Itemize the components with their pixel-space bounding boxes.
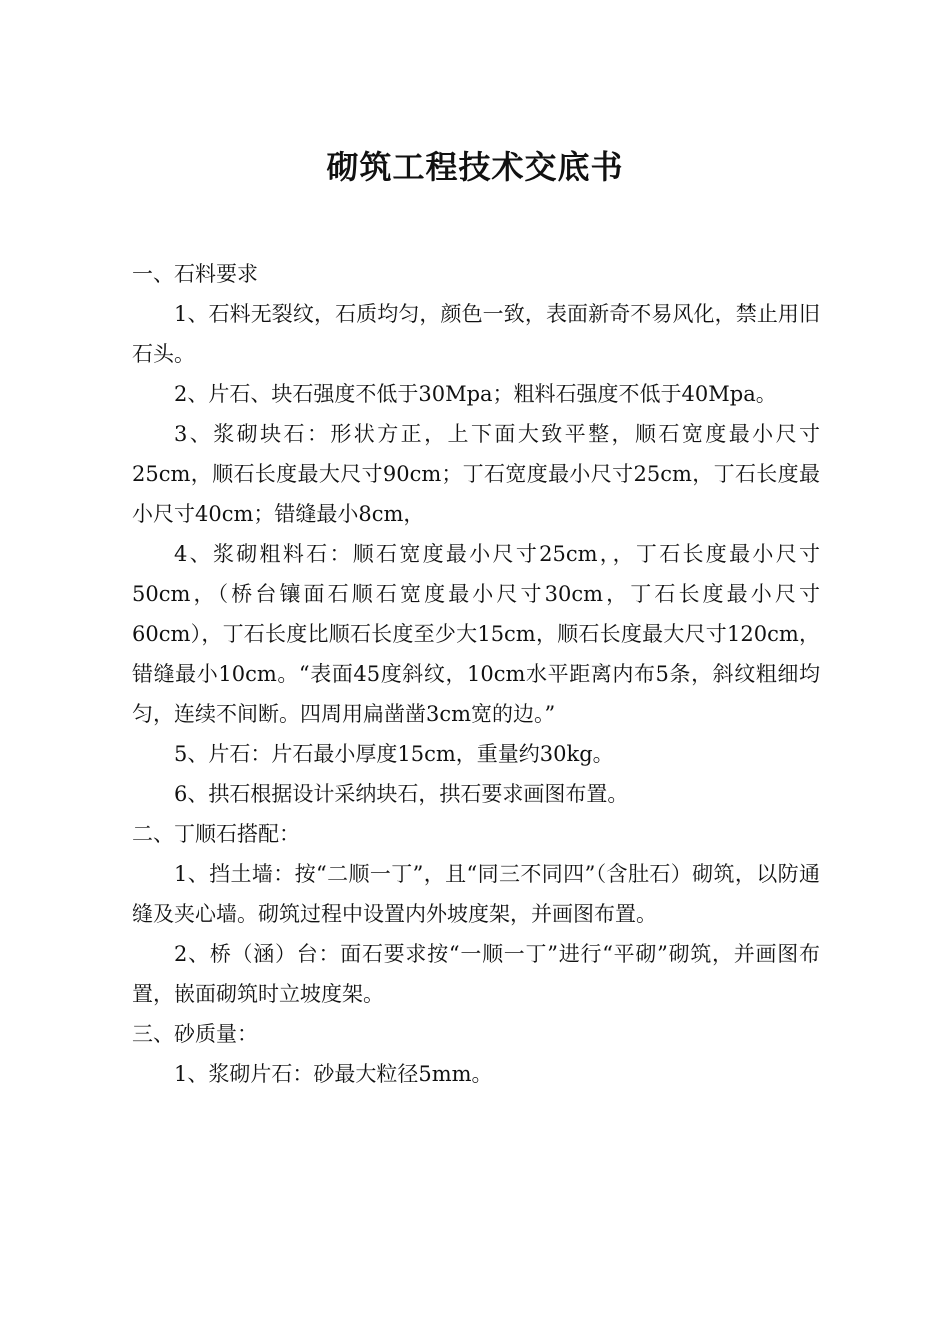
section-heading: 三、砂质量：	[132, 1022, 258, 1046]
paragraph: 6、拱石根据设计采纳块石，拱石要求画图布置。	[174, 782, 629, 806]
section-sand-quality	[132, 1014, 820, 1094]
paragraph: 2、片石、块石强度不低于30Mpa；粗料石强度不低于40Mpa。	[174, 382, 777, 406]
paragraph: 4、浆砌粗料石：顺石宽度最小尺寸25cm，，丁石长度最小尺寸50cm，（桥台镶面石顺石宽度最小尺寸30cm，丁石长度最小尺寸60cm），丁石长度比顺石长度至少大15cm，顺石长度最大尺寸120cm，错缝最小10cm。“表面45度斜纹，10cm水平距离内布5条，斜纹粗细均匀，连续不间断。四周用扁凿凿3cm宽的边。”	[132, 542, 820, 726]
paragraph: 3、浆砌块石：形状方正，上下面大致平整，顺石宽度最小尺寸25cm，顺石长度最大尺寸90cm；丁石宽度最小尺寸25cm，丁石长度最小尺寸40cm；错缝最小8cm，	[132, 422, 820, 526]
document-title: 砌筑工程技术交底书	[326, 148, 624, 186]
paragraph: 2、桥（涵）台：面石要求按“一顺一丁”进行“平砌”砌筑，并画图布置，嵌面砌筑时立坡度架。	[132, 942, 820, 1006]
paragraph: 5、片石：片石最小厚度15cm，重量约30kg。	[174, 742, 614, 766]
section-heading: 一、石料要求	[132, 262, 258, 286]
paragraph: 1、挡土墙：按“二顺一丁”，且“同三不同四”（含肚石）砌筑，以防通缝及夹心墙。砌筑过程中设置内外坡度架，并画图布置。	[132, 862, 820, 926]
paragraph: 1、石料无裂纹，石质均匀，颜色一致，表面新奇不易风化，禁止用旧石头。	[132, 302, 820, 366]
section-heading: 二、丁顺石搭配：	[132, 822, 300, 846]
section-stone-requirements	[132, 254, 820, 814]
paragraph: 1、浆砌片石：砂最大粒径5mm。	[174, 1062, 493, 1086]
section-stone-arrangement	[132, 814, 820, 1014]
document-body	[132, 254, 820, 1094]
